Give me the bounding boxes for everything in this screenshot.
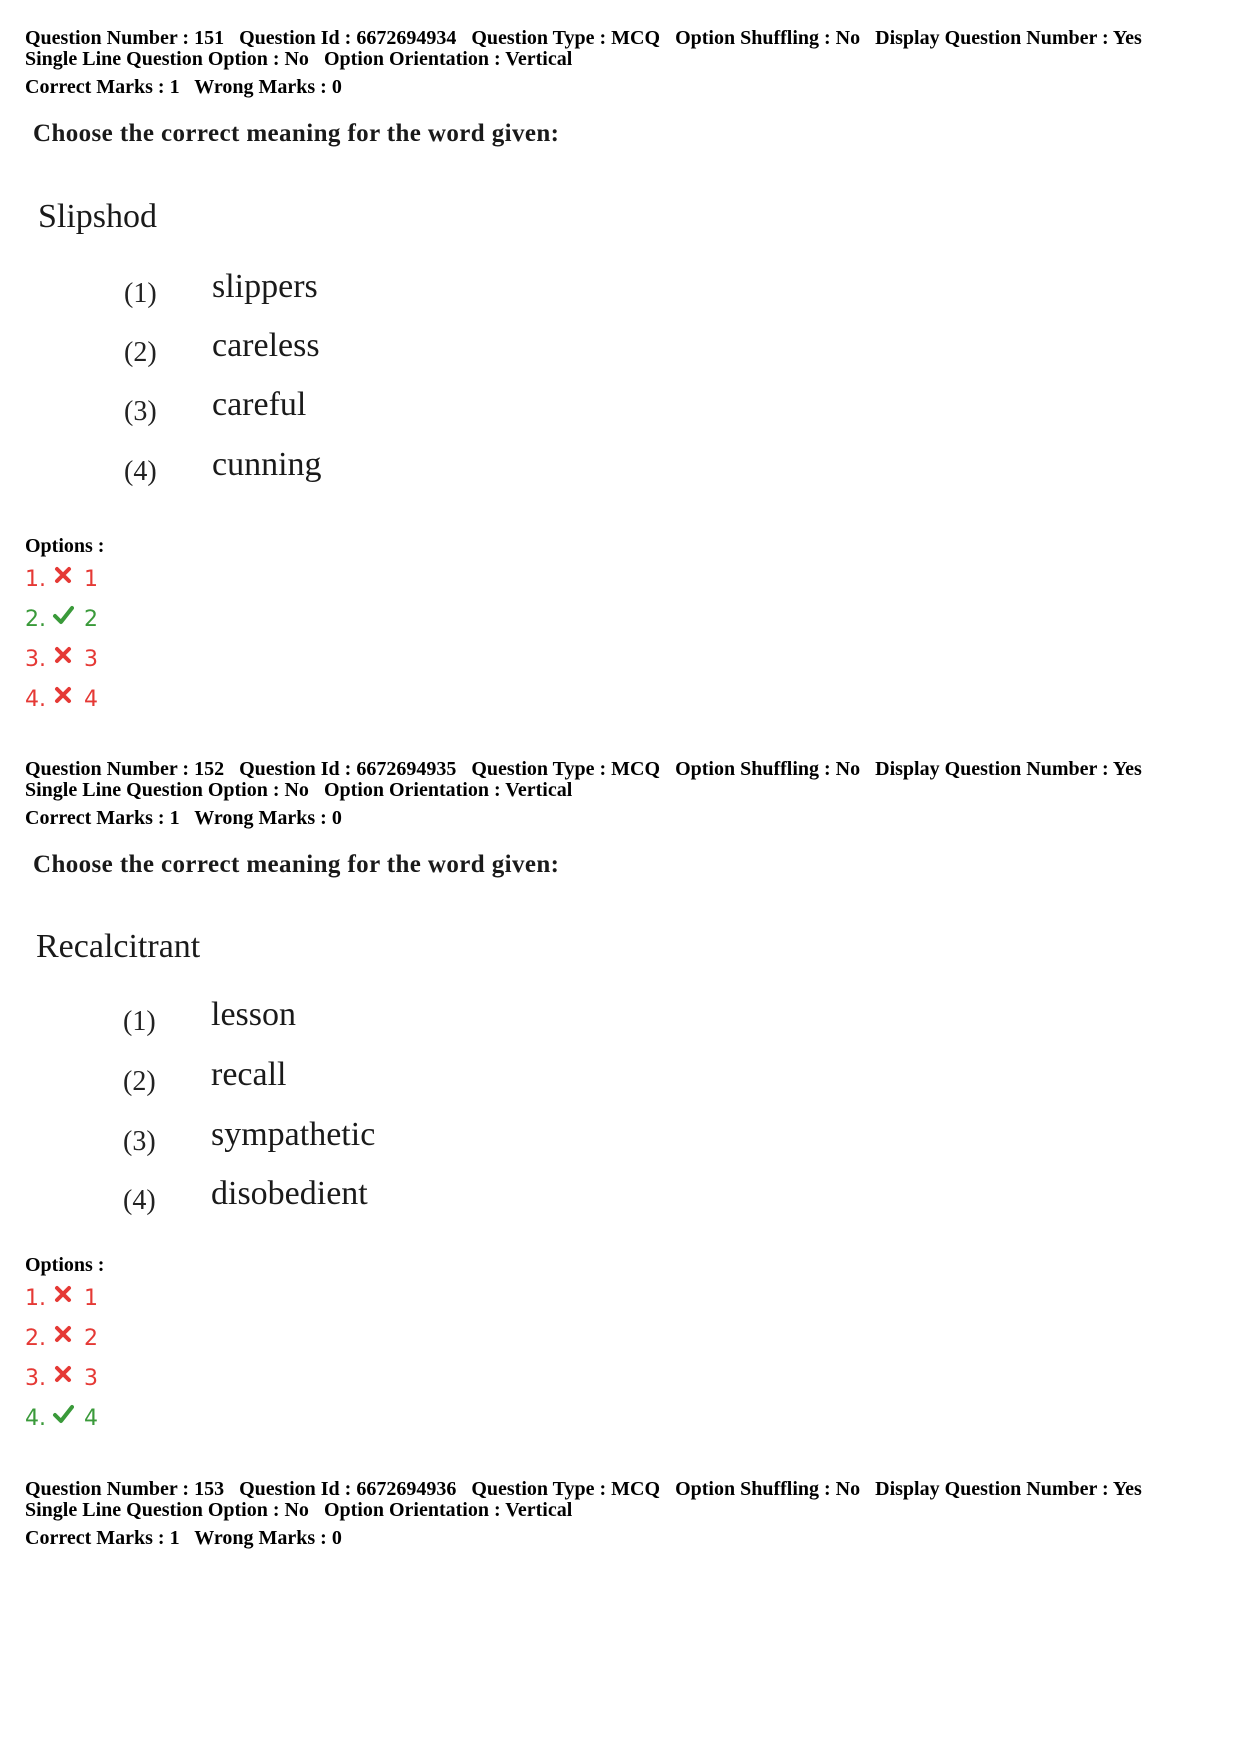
answer-value: 1 xyxy=(84,566,98,592)
display-question-number: Display Question Number : Yes xyxy=(875,1478,1142,1500)
answer-option xyxy=(25,1324,98,1352)
answer-option xyxy=(25,1284,98,1312)
correct-marks: Correct Marks : 1 xyxy=(25,807,180,829)
question-id: Question Id : 6672694935 xyxy=(239,758,457,780)
cross-icon xyxy=(52,684,74,706)
answer-value: 3 xyxy=(84,1365,98,1391)
wrong-marks: Wrong Marks : 0 xyxy=(194,76,342,98)
cross-icon xyxy=(52,1323,74,1345)
options-label: Options : xyxy=(25,1254,105,1276)
choice-text: disobedient xyxy=(211,1175,368,1212)
answer-index: 3. xyxy=(25,646,46,672)
option-orientation: Option Orientation : Vertical xyxy=(323,779,573,801)
question-id: Question Id : 6672694934 xyxy=(239,27,457,49)
single-line-option: Single Line Question Option : No xyxy=(25,779,309,801)
answer-index: 4. xyxy=(25,1405,46,1431)
check-icon xyxy=(52,604,74,626)
question-word: Slipshod xyxy=(38,198,158,235)
answer-index: 4. xyxy=(25,686,46,712)
display-question-number: Display Question Number : Yes xyxy=(875,27,1142,49)
question-number: Question Number : 153 xyxy=(25,1478,225,1500)
question-type: Question Type : MCQ xyxy=(471,27,661,49)
question-meta-line3 xyxy=(25,1527,342,1549)
answer-option xyxy=(25,1364,98,1392)
question-number: Question Number : 152 xyxy=(25,758,225,780)
choice-number: (4) xyxy=(123,1185,156,1216)
question-instruction: Choose the correct meaning for the word given: xyxy=(33,851,560,878)
choice-number: (4) xyxy=(124,456,157,487)
option-shuffling: Option Shuffling : No xyxy=(675,1478,861,1500)
question-meta-line2 xyxy=(25,1499,572,1521)
choice-number: (1) xyxy=(124,278,157,309)
question-meta-line2 xyxy=(25,779,572,801)
answer-value: 3 xyxy=(84,646,98,672)
answer-option xyxy=(25,685,98,713)
cross-icon xyxy=(52,564,74,586)
single-line-option: Single Line Question Option : No xyxy=(25,48,309,70)
answer-index: 1. xyxy=(25,566,46,592)
check-icon xyxy=(52,1403,74,1425)
question-meta-line3 xyxy=(25,76,342,98)
option-shuffling: Option Shuffling : No xyxy=(675,27,861,49)
cross-icon xyxy=(52,644,74,666)
answer-value: 4 xyxy=(84,686,98,712)
display-question-number: Display Question Number : Yes xyxy=(875,758,1142,780)
answer-option xyxy=(25,565,98,593)
answer-value: 2 xyxy=(84,606,98,632)
answer-value: 2 xyxy=(84,1325,98,1351)
choice-text: careful xyxy=(212,386,307,423)
wrong-marks: Wrong Marks : 0 xyxy=(194,1527,342,1549)
correct-marks: Correct Marks : 1 xyxy=(25,76,180,98)
single-line-option: Single Line Question Option : No xyxy=(25,1499,309,1521)
question-meta-line1 xyxy=(25,27,1142,49)
question-id: Question Id : 6672694936 xyxy=(239,1478,457,1500)
answer-index: 1. xyxy=(25,1285,46,1311)
choice-text: careless xyxy=(212,327,320,364)
answer-index: 3. xyxy=(25,1365,46,1391)
question-meta-line2 xyxy=(25,48,572,70)
choice-number: (2) xyxy=(123,1066,156,1097)
answer-index: 2. xyxy=(25,1325,46,1351)
choice-number: (3) xyxy=(123,1126,156,1157)
correct-marks: Correct Marks : 1 xyxy=(25,1527,180,1549)
wrong-marks: Wrong Marks : 0 xyxy=(194,807,342,829)
answer-value: 1 xyxy=(84,1285,98,1311)
choice-number: (2) xyxy=(124,337,157,368)
choice-number: (3) xyxy=(124,396,157,427)
question-meta-line1 xyxy=(25,1478,1142,1500)
choice-text: recall xyxy=(211,1056,287,1093)
choice-number: (1) xyxy=(123,1006,156,1037)
answer-option xyxy=(25,605,98,633)
question-instruction: Choose the correct meaning for the word given: xyxy=(33,120,560,147)
cross-icon xyxy=(52,1363,74,1385)
choice-text: lesson xyxy=(211,996,296,1033)
option-orientation: Option Orientation : Vertical xyxy=(323,1499,573,1521)
question-meta-line3 xyxy=(25,807,342,829)
choice-text: sympathetic xyxy=(211,1116,376,1153)
cross-icon xyxy=(52,1283,74,1305)
answer-value: 4 xyxy=(84,1405,98,1431)
option-shuffling: Option Shuffling : No xyxy=(675,758,861,780)
question-word: Recalcitrant xyxy=(36,928,201,965)
option-orientation: Option Orientation : Vertical xyxy=(323,48,573,70)
question-type: Question Type : MCQ xyxy=(471,1478,661,1500)
question-type: Question Type : MCQ xyxy=(471,758,661,780)
answer-index: 2. xyxy=(25,606,46,632)
choice-text: cunning xyxy=(212,446,322,483)
question-meta-line1 xyxy=(25,758,1142,780)
question-number: Question Number : 151 xyxy=(25,27,225,49)
choice-text: slippers xyxy=(212,268,318,305)
answer-option xyxy=(25,1404,98,1432)
answer-option xyxy=(25,645,98,673)
options-label: Options : xyxy=(25,535,105,557)
